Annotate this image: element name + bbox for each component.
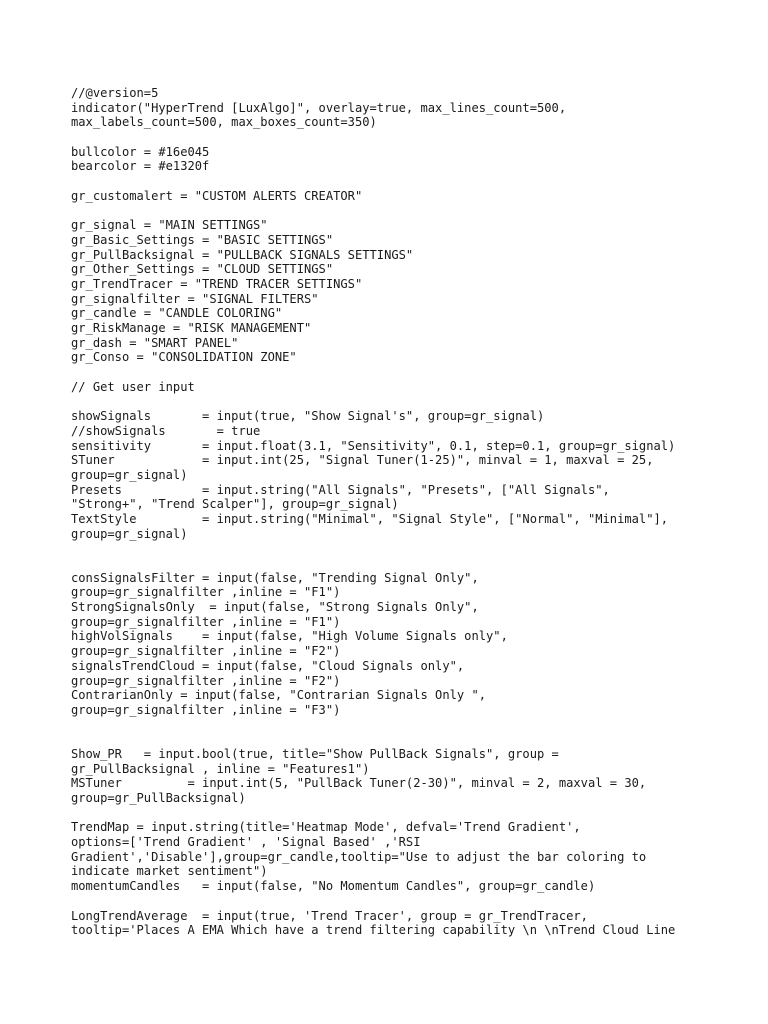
- code-line: gr_PullBacksignal = "PULLBACK SIGNALS SETTINGS": [71, 247, 414, 262]
- code-line: [71, 541, 711, 556]
- code-line: [71, 365, 711, 380]
- code-line: tooltip='Places A EMA Which have a trend filtering capability \n \nTrend Cloud Line: [71, 923, 676, 938]
- code-line: [71, 732, 711, 747]
- code-line: bearcolor = #e1320f: [71, 159, 210, 174]
- code-line: momentumCandles = input(false, "No Momentum Candles", group=gr_candle): [71, 879, 596, 894]
- code-line: TextStyle = input.string("Minimal", "Signal Style", ["Normal", "Minimal"],: [71, 511, 669, 526]
- code-line: gr_customalert = "CUSTOM ALERTS CREATOR": [71, 188, 363, 203]
- code-line: [71, 806, 711, 821]
- code-line: // Get user input: [71, 379, 195, 394]
- code-line: STuner = input.int(25, "Signal Tuner(1-25)", minval = 1, maxval = 25,: [71, 453, 654, 468]
- code-line: highVolSignals = input(false, "High Volume Signals only",: [71, 629, 508, 644]
- code-line: group=gr_signalfilter ,inline = "F2"): [71, 644, 341, 659]
- code-line: consSignalsFilter = input(false, "Trending Signal Only",: [71, 570, 479, 585]
- code-line: //@version=5: [71, 86, 159, 100]
- code-line: signalsTrendCloud = input(false, "Cloud Signals only",: [71, 658, 465, 673]
- code-line: TrendMap = input.string(title='Heatmap Mode', defval='Trend Gradient',: [71, 820, 581, 835]
- code-line: group=gr_signalfilter ,inline = "F1"): [71, 614, 341, 629]
- code-line: gr_Other_Settings = "CLOUD SETTINGS": [71, 262, 334, 277]
- code-line: gr_signalfilter = "SIGNAL FILTERS": [71, 291, 319, 306]
- code-line: Presets = input.string("All Signals", "Presets", ["All Signals",: [71, 482, 610, 497]
- code-line: gr_Basic_Settings = "BASIC SETTINGS": [71, 232, 334, 247]
- code-line: Gradient','Disable'],group=gr_candle,tooltip="Use to adjust the bar coloring to: [71, 849, 647, 864]
- code-line: [71, 204, 711, 219]
- code-line: [71, 174, 711, 189]
- code-line: indicator("HyperTrend [LuxAlgo]", overlay=true, max_lines_count=500,: [71, 100, 567, 115]
- code-line: [71, 556, 711, 571]
- code-line: gr_PullBacksignal , inline = "Features1"): [71, 761, 370, 776]
- code-line: [71, 394, 711, 409]
- code-line: gr_signal = "MAIN SETTINGS": [71, 218, 268, 233]
- code-line: gr_dash = "SMART PANEL": [71, 335, 239, 350]
- code-line: group=gr_signalfilter ,inline = "F1"): [71, 585, 341, 600]
- code-line: [71, 894, 711, 909]
- code-line: ContrarianOnly = input(false, "Contrarian Signals Only ",: [71, 688, 487, 703]
- code-line: gr_Conso = "CONSOLIDATION ZONE": [71, 350, 297, 365]
- code-document: [71, 86, 711, 938]
- code-line: group=gr_signalfilter ,inline = "F2"): [71, 673, 341, 688]
- code-line: max_labels_count=500, max_boxes_count=350): [71, 115, 377, 130]
- code-line: options=['Trend Gradient' , 'Signal Based' ,'RSI: [71, 835, 421, 850]
- code-line: group=gr_PullBacksignal): [71, 791, 246, 805]
- code-line: group=gr_signal): [71, 526, 188, 541]
- code-line: group=gr_signalfilter ,inline = "F3"): [71, 702, 341, 717]
- code-line: "Strong+", "Trend Scalper"], group=gr_signal): [71, 497, 399, 512]
- code-line: StrongSignalsOnly = input(false, "Strong Signals Only",: [71, 600, 479, 615]
- code-line: [71, 718, 711, 733]
- code-line: group=gr_signal): [71, 467, 188, 482]
- code-line: gr_candle = "CANDLE COLORING": [71, 306, 283, 321]
- code-line: [71, 130, 711, 145]
- code-line: Show_PR = input.bool(true, title="Show PullBack Signals", group =: [71, 746, 559, 761]
- code-line: bullcolor = #16e045: [71, 144, 210, 159]
- code-line: indicate market sentiment"): [71, 864, 268, 879]
- code-line: gr_RiskManage = "RISK MANAGEMENT": [71, 321, 312, 335]
- code-line: sensitivity = input.float(3.1, "Sensitivity", 0.1, step=0.1, group=gr_signal): [71, 438, 676, 453]
- code-line: //showSignals = true: [71, 423, 261, 438]
- code-line: MSTuner = input.int(5, "PullBack Tuner(2-30)", minval = 2, maxval = 30,: [71, 776, 647, 791]
- code-line: showSignals = input(true, "Show Signal's", group=gr_signal): [71, 409, 545, 424]
- code-line: gr_TrendTracer = "TREND TRACER SETTINGS": [71, 276, 363, 291]
- code-line: LongTrendAverage = input(true, 'Trend Tracer', group = gr_TrendTracer,: [71, 908, 588, 923]
